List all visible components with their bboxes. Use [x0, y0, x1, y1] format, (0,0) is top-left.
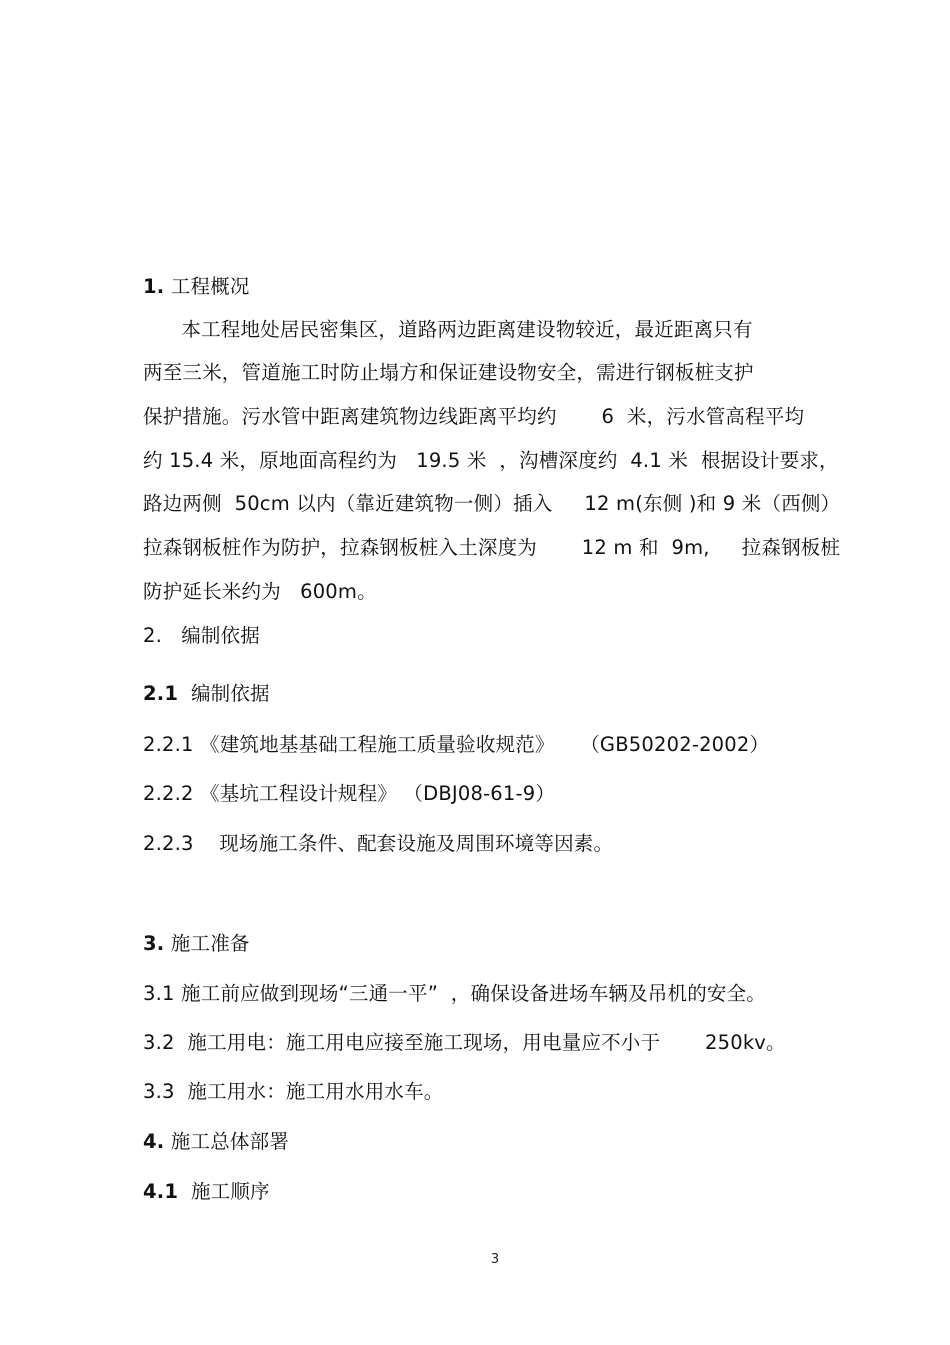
paragraph-line-7: 防护延长米约为 600m。: [143, 580, 377, 603]
section-1-title: 工程概况: [164, 275, 250, 298]
reference-item-3: 2.2.3 现场施工条件、配套设施及周围环境等因素。: [143, 832, 614, 855]
page-number: 3: [490, 1252, 500, 1267]
paragraph-line-5: 路边两侧 50cm 以内（靠近建筑物一侧）插入 12 m(东侧 )和 9 米（西侧）: [143, 492, 841, 515]
paragraph-line-3: 保护措施。污水管中距离建筑物边线距离平均约 6 米，污水管高程平均: [143, 405, 805, 428]
section-4-heading: [143, 1130, 289, 1154]
prep-item-1: 3.1 施工前应做到现场“三通一平” ，确保设备进场车辆及吊机的安全。: [143, 982, 767, 1005]
section-4-title: 施工总体部署: [164, 1130, 289, 1153]
section-2-heading: 2. 编制依据: [143, 624, 261, 647]
section-1-number: 1.: [143, 275, 165, 298]
prep-item-3: 3.3 施工用水：施工用水用水车。: [143, 1080, 444, 1103]
reference-item-1: 2.2.1 《建筑地基基础工程施工质量验收规范》 （GB50202-2002）: [143, 733, 770, 756]
section-3-title: 施工准备: [164, 932, 250, 955]
reference-item-2: 2.2.2 《基坑工程设计规程》 （DBJ08-61-9）: [143, 782, 556, 805]
section-4-1-number: 4.1: [143, 1180, 179, 1203]
paragraph-line-4: 约 15.4 米，原地面高程约为 19.5 米 ，沟槽深度约 4.1 米 根据设计要求，: [143, 449, 839, 472]
section-2-1-heading: [143, 682, 270, 706]
section-4-1-heading: [143, 1180, 270, 1204]
section-3-number: 3.: [143, 932, 165, 955]
paragraph-line-1: 本工程地处居民密集区，道路两边距离建设物较近，最近距离只有: [143, 318, 753, 341]
section-2-1-title: 编制依据: [178, 682, 270, 705]
section-2-1-number: 2.1: [143, 682, 179, 705]
paragraph-line-2: 两至三米，管道施工时防止塌方和保证建设物安全，需进行钢板桩支护: [143, 361, 754, 384]
section-1-heading: [143, 275, 250, 299]
section-4-number: 4.: [143, 1130, 165, 1153]
section-4-1-title: 施工顺序: [178, 1180, 270, 1203]
prep-item-2: 3.2 施工用电：施工用电应接至施工现场，用电量应不小于 250kv。: [143, 1031, 786, 1054]
paragraph-line-6: 拉森钢板桩作为防护，拉森钢板桩入土深度为 12 m 和 9m, 拉森钢板桩: [143, 536, 841, 559]
section-3-heading: [143, 932, 250, 956]
